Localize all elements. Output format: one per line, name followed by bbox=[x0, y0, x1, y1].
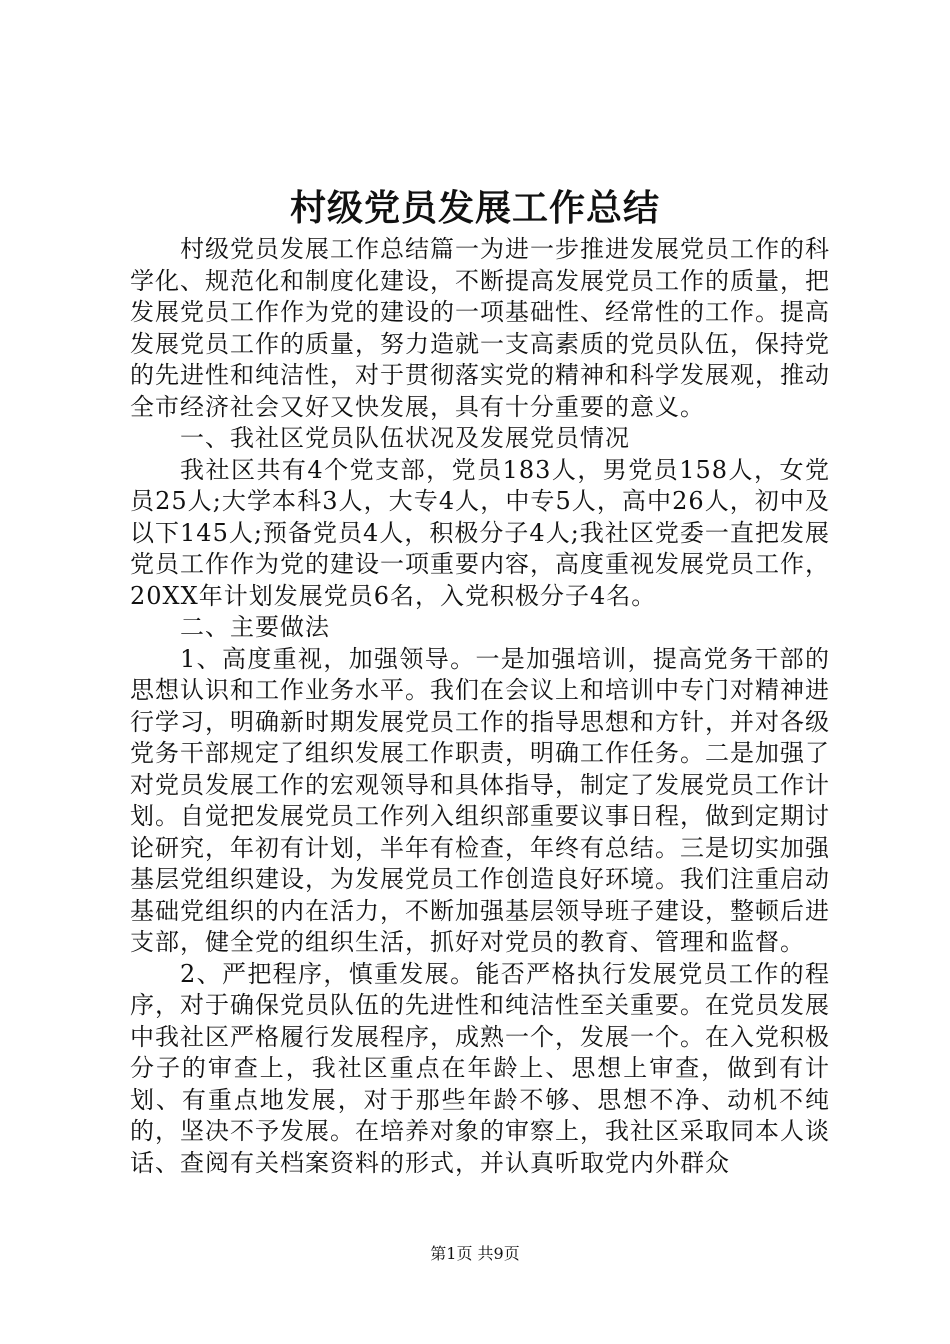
section-heading-2: 二、主要做法 bbox=[180, 613, 330, 641]
page-number-footer: 第1页 共9页 bbox=[430, 1244, 520, 1263]
document-body bbox=[130, 234, 830, 1179]
document-title: 村级党员发展工作总结 bbox=[289, 187, 660, 229]
section-heading-1: 一、我社区党员队伍状况及发展党员情况 bbox=[180, 424, 630, 452]
paragraph-membership-status: 我社区共有4个党支部，党员183人，男党员158人，女党员25人;大学本科3人，大专4人，中专5人，高中26人，初中及以下145人;预备党员4人，积极分子4人;我社区党委一直把发展党员工作作为党的建设一项重要内容，高度重视发展党员工作，20XX年计划发展党员6名，入党积极分子4名。 bbox=[130, 455, 830, 610]
paragraph-procedure: 2、严把程序，慎重发展。能否严格执行发展党员工作的程序，对于确保党员队伍的先进性和纯洁性至关重要。在党员发展中我社区严格履行发展程序，成熟一个，发展一个。在入党积极分子的审查上，我社区重点在年龄上、思想上审查，做到有计划、有重点地发展，对于那些年龄不够、思想不净、动机不纯的，坚决不予发展。在培养对象的审察上，我社区采取同本人谈话、查阅有关档案资料的形式，并认真听取党内外群众 bbox=[130, 959, 830, 1177]
paragraph-leadership: 1、高度重视，加强领导。一是加强培训，提高党务干部的思想认识和工作业务水平。我们在会议上和培训中专门对精神进行学习，明确新时期发展党员工作的指导思想和方针，并对各级党务干部规定了组织发展工作职责，明确工作任务。二是加强了对党员发展工作的宏观领导和具体指导，制定了发展党员工作计划。自觉把发展党员工作列入组织部重要议事日程，做到定期讨论研究，年初有计划，半年有检查，年终有总结。三是切实加强基层党组织建设，为发展党员工作创造良好环境。我们注重启动基础党组织的内在活力，不断加强基层领导班子建设，整顿后进支部，健全党的组织生活，抓好对党员的教育、管理和监督。 bbox=[130, 644, 830, 956]
paragraph-intro: 村级党员发展工作总结篇一为进一步推进发展党员工作的科学化、规范化和制度化建设，不断提高发展党员工作的质量，把发展党员工作作为党的建设的一项基础性、经常性的工作。提高发展党员工作的质量，努力造就一支高素质的党员队伍，保持党的先进性和纯洁性，对于贯彻落实党的精神和科学发展观，推动全市经济社会又好又快发展，具有十分重要的意义。 bbox=[130, 235, 830, 421]
